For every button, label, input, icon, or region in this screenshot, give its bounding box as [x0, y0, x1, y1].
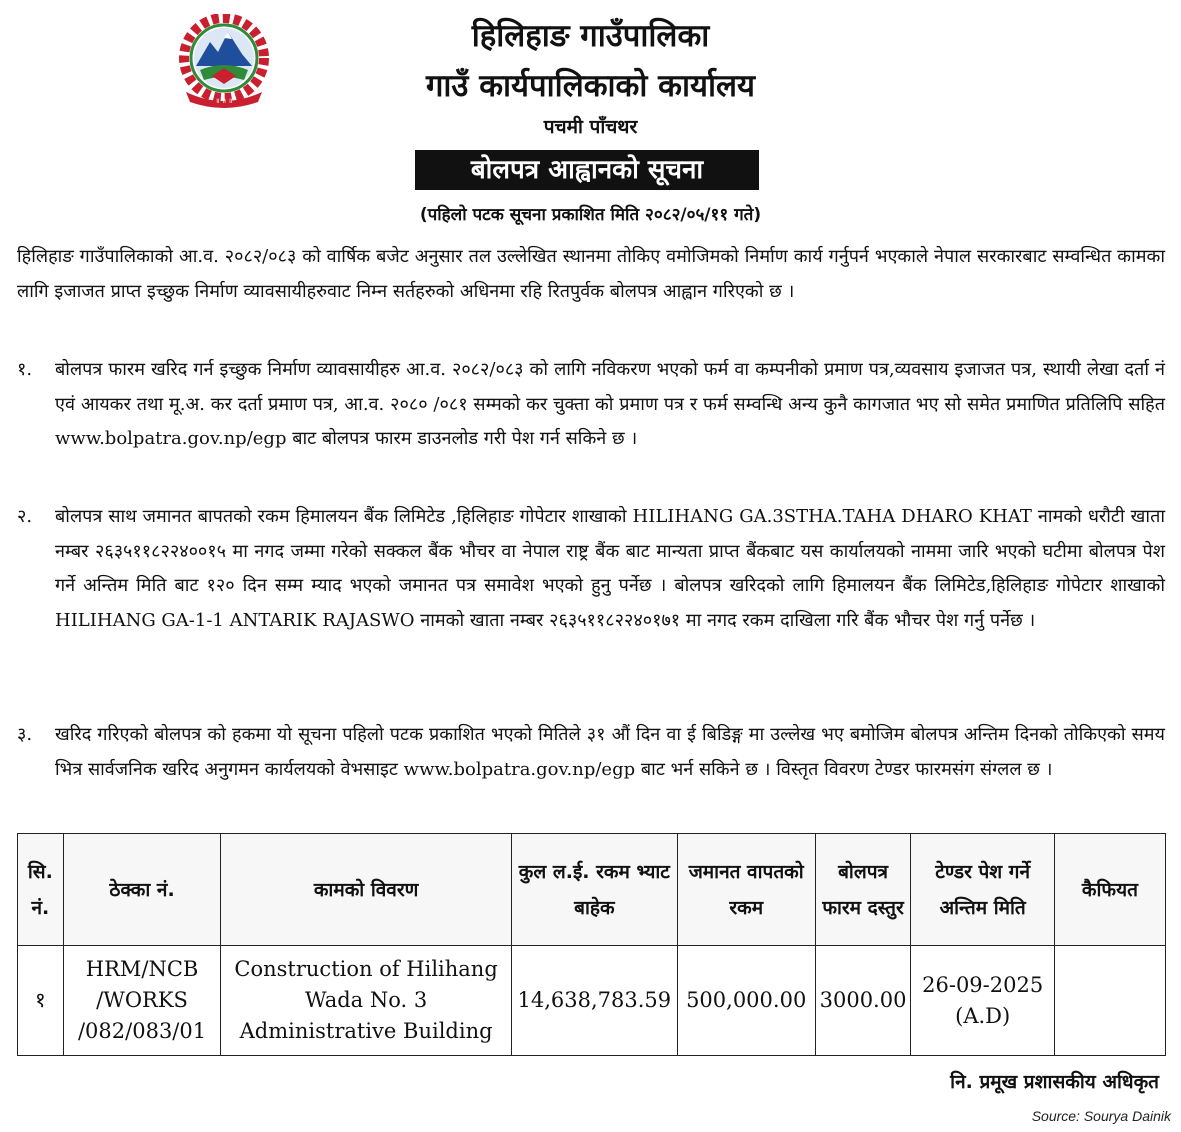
notice-title: बोलपत्र आह्वानको सूचना — [415, 150, 759, 190]
condition-item-2 — [55, 500, 1165, 638]
signatory-title: नि. प्रमूख प्रशासकीय अधिकृत — [950, 1071, 1159, 1093]
cell-description: Construction of Hilihang Wada No. 3 Administrative Building — [221, 946, 512, 1056]
condition-text: खरिद गरिएको बोलपत्र को हकमा यो सूचना पहिलो पटक प्रकाशित भएको मितिले ३१ औं दिन वा ई बिडिङ्ग मा उल्लेख भए बमोजिम बोलपत्र अन्तिम दिनको तोकिएको समय भित्र सार्वजनिक खरिद अनुगमन कार्यलयको वेभसाइट — [55, 724, 1165, 780]
cell-form-fee: 3000.00 — [815, 946, 911, 1056]
bolpatra-url[interactable]: www.bolpatra.gov.np/egp — [55, 428, 287, 449]
col-header-remarks: कैफियत — [1054, 834, 1165, 946]
condition-tail: बाट भर्न सकिने छ । विस्तृत विवरण टेण्डर फारमसंग संग्लल छ । — [640, 758, 1053, 780]
condition-text: बोलपत्र फारम खरिद गर्न इच्छुक निर्माण व्यावसायीहरु आ.व. २०८२/०८३ को लागि नविकरण भएको फर्म वा कम्पनीको प्रमाण पत्र,व्यवसाय इजाजत पत्र, स्थायी लेखा दर्ता नं एवं आयकर तथा मू.अ. कर दर्ता प्रमाण पत्र, आ.व. २०८० /०८१ सम्मको कर चुक्ता को प्रमाण पत्र र फर्म सम्वन्धि अन्य कुनै कागजात भए सो समेत प्रमाणित प्रतिलिपि सहित — [55, 359, 1165, 415]
col-header-form-fee: बोलपत्र फारम दस्तुर — [815, 834, 911, 946]
col-header-security: जमानत वापतको रकम — [677, 834, 815, 946]
office-name: गाउँ कार्यपालिकाको कार्यालय — [425, 68, 756, 104]
municipality-name: हिलिहाङ गाउँपालिका — [471, 18, 710, 54]
cell-deadline: 26-09-2025 (A.D) — [911, 946, 1054, 1056]
bolpatra-url[interactable]: www.bolpatra.gov.np/egp — [403, 758, 636, 780]
col-header-estimate: कुल ल.ई. रकम भ्याट बाहेक — [511, 834, 677, 946]
condition-text: बोलपत्र साथ जमानत बापतको रकम हिमालयन बैंक लिमिटेड ,हिलिहाङ गोपेटार शाखाको HILIHANG GA.3STHA.TAHA DHARO KHAT नामको धरौटी खाता नम्बर २६३५११८२२४००१५ मा नगद जम्मा गरेको सक्कल बैंक भौचर वा नेपाल राष्ट्र बैंक बाट मान्यता प्राप्त बैंकबाट यस कार्यालयको नाममा जारि भएको घटीमा बोलपत्र पेश गर्ने अन्तिम मिति बाट १२० दिन सम्म म्याद भएको जमानत पत्र समावेश भएको हुनु पर्नेछ । बोलपत्र खरिदको लागि हिमालयन बैंक लिमिटेड,हिलिहाङ गोपेटार शाखाको HILIHANG GA-1-1 ANTARIK RAJASWO नामको खाता नम्बर २६३५११८२२४०१७१ मा नगद रकम दाखिला गरि बैंक भौचर पेश गर्नु पर्नेछ । — [55, 506, 1165, 631]
cell-security: 500,000.00 — [677, 946, 815, 1056]
item-number: २. — [17, 506, 33, 527]
cell-estimate: 14,638,783.59 — [511, 946, 677, 1056]
condition-tail: बाट बोलपत्र फारम डाउनलोड गरी पेश गर्न सकिने छ । — [292, 428, 638, 449]
condition-item-3 — [55, 718, 1165, 787]
source-credit: Source: Sourya Dainik — [1031, 1108, 1171, 1124]
cell-contract-no: HRM/NCB /WORKS /082/083/01 — [63, 946, 221, 1056]
intro-paragraph: हिलिहाङ गाउँपालिकाको आ.व. २०८२/०८३ को वार्षिक बजेट अनुसार तल उल्लेखित स्थानमा तोकिए वमोजिमको निर्माण कार्य गर्नुपर्न भएकाले नेपाल सरकारबाट सम्वन्धित कामका लागि इजाजत प्राप्त इच्छुक निर्माण व्यावसायीहरुवाट निम्न सर्तहरुको अधिनमा रहि रितपुर्वक बोलपत्र आह्वान गरिएको छ । — [17, 246, 1165, 302]
table-header-row — [18, 834, 1166, 946]
col-header-deadline: टेण्डर पेश गर्ने अन्तिम मिति — [911, 834, 1054, 946]
tender-table — [17, 833, 1166, 1056]
item-number: १. — [17, 359, 33, 380]
cell-remarks — [1054, 946, 1165, 1056]
condition-item-1 — [55, 353, 1165, 457]
table-row — [18, 946, 1166, 1056]
publish-date-note: (पहिलो पटक सूचना प्रकाशित मिति २०८२/०५/११ गते) — [419, 205, 762, 225]
col-header-description: कामको विवरण — [221, 834, 512, 946]
cell-sn: १ — [18, 946, 64, 1056]
svg-text:॥ ॥ ॥: ॥ ॥ ॥ — [215, 97, 233, 105]
office-location: पचमी पाँचथर — [543, 116, 638, 138]
col-header-sn: सि. नं. — [18, 834, 64, 946]
col-header-contract-no: ठेक्का नं. — [63, 834, 221, 946]
item-number: ३. — [17, 724, 33, 745]
